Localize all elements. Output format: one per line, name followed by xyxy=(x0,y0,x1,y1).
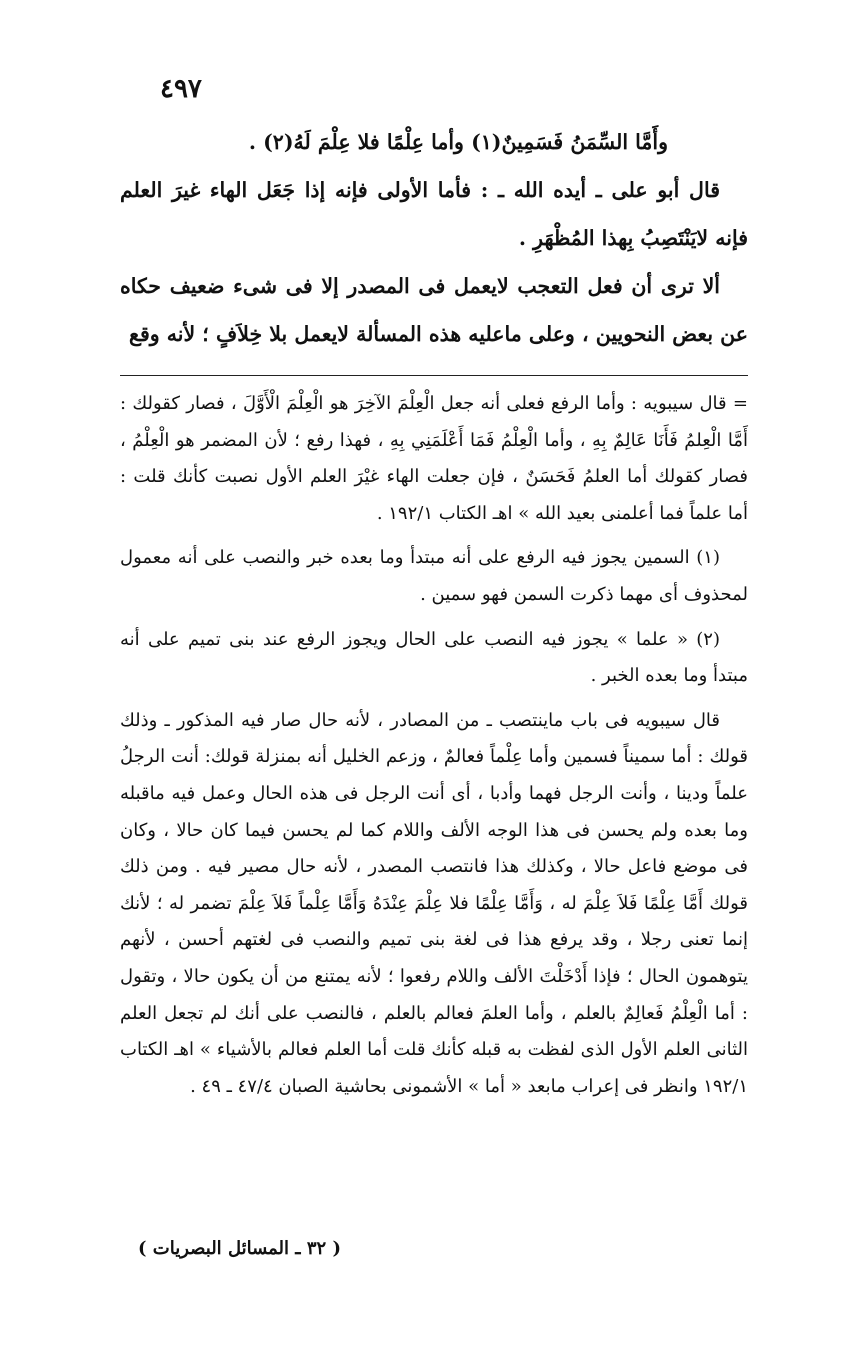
page-number: ٤٩٧ xyxy=(160,74,202,104)
footnote-sibawayh-quote: قال سيبويه فى باب ماينتصب ـ من المصادر ، لأنه حال صار فيه المذكور ـ وذلك قولك : أما سميناً فسمين وأما عِلْماً فعالمٌ ، وزعم الخليل أنه بمنزلة قولك: أنت الرجلُ علماً ودينا ، وأنت الرجل فهما وأدبا ، أى أنت الرجل فى هذه الحال وعمل فيه ماقبله وما بعده ولم يحسن فى هذا الوجه الألف واللام كما لم يحسن فيما كان حالا ، وكان فى موضع فاعل حالا ، وكذلك هذا فانتصب المصدر ، لأنه حال مصير فيه . ومن ذلك قولك أَمَّا عِلْمًا فَلاَ عِلْمَ له ، وَأَمَّا عِلْمًا فلا عِلْمَ عِنْدَهُ وَأَمَّا عِلْماً فَلاَ عِلْمَ تضمر له ؛ لأنك إنما تعنى رجلا ، وقد يرفع هذا فى لغة بنى تميم والنصب فى لغتهم أحسن ، لأنهم يتوهمون الحال ؛ فإذا أَدْخَلْتَ الألف واللام رفعوا ؛ لأنه يمتنع من أن يكون حالا ، وتقول : أما الْعِلْمُ فَعالِمٌ بالعلم ، وأما العلمَ فعالم بالعلم ، فالنصب على أنك لم تجعل العلم الثانى العلم الأول الذى لفظت به قبله كأنك قلت أما العلم فعالم بالأشياء » اهـ الكتاب ١٩٢/١ وانظر فى إعراب مابعد « أما » الأشمونى بحاشية الصبان ٤٧/٤ ـ ٤٩ . xyxy=(120,709,748,1097)
main-paragraph-1: قال أبو على ـ أيده الله ـ : فأما الأولى فإنه إذا جَعَل الهاء غيرَ العلم فإنه لايَنْتَصِبُ بِهذا المُظْهَرِ . xyxy=(120,178,748,250)
footnote-separator xyxy=(120,375,748,376)
quoted-verse: وأَمَّا السِّمَنُ فَسَمِينٌ(١) وأما عِلْمًا فلا عِلْمَ لَهُ(٢) . xyxy=(248,130,668,154)
footnote-2: (٢) « علما » يجوز فيه النصب على الحال ويجوز الرفع عند بنى تميم على أنه مبتدأ وما بعده الخبر . xyxy=(120,628,748,687)
main-text xyxy=(120,118,748,358)
main-paragraph-2: ألا ترى أن فعل التعجب لايعمل فى المصدر إلا فى شىء ضعيف حكاه عن بعض النحويين ، وعلى ماعليه هذه المسألة لايعمل بلا خِلاَفٍ ؛ لأنه وقع xyxy=(120,274,748,346)
signature-line: ( ٣٢ ـ المسائل البصريات ) xyxy=(138,1238,341,1259)
footnotes xyxy=(120,386,748,1113)
footnote-continuation: = قال سيبويه : وأما الرفع فعلى أنه جعل الْعِلْمَ الآخِرَ هو الْعِلْمَ الْأَوَّلَ ، فصار كقولك : أَمَّا الْعِلمُ فَأَنَا عَالِمٌ بِهِ ، وأما الْعِلْمُ فَمَا أَعْلَمَنِي بِهِ ، فهذا رفع ؛ لأن المضمر هو الْعِلْمُ ، فصار كقولك أما العلمُ فَحَسَنٌ ، فإن جعلت الهاء غيْرَ العلم الأول نصبت كأنك قلت : أما علماً فما أعلمنى بعيد الله » اهـ الكتاب ١٩٢/١ . xyxy=(120,393,748,524)
footnote-1: (١) السمين يجوز فيه الرفع على أنه مبتدأ وما بعده خبر والنصب على أنه معمول لمحذوف أى مهما ذكرت السمن فهو سمين . xyxy=(120,547,748,605)
